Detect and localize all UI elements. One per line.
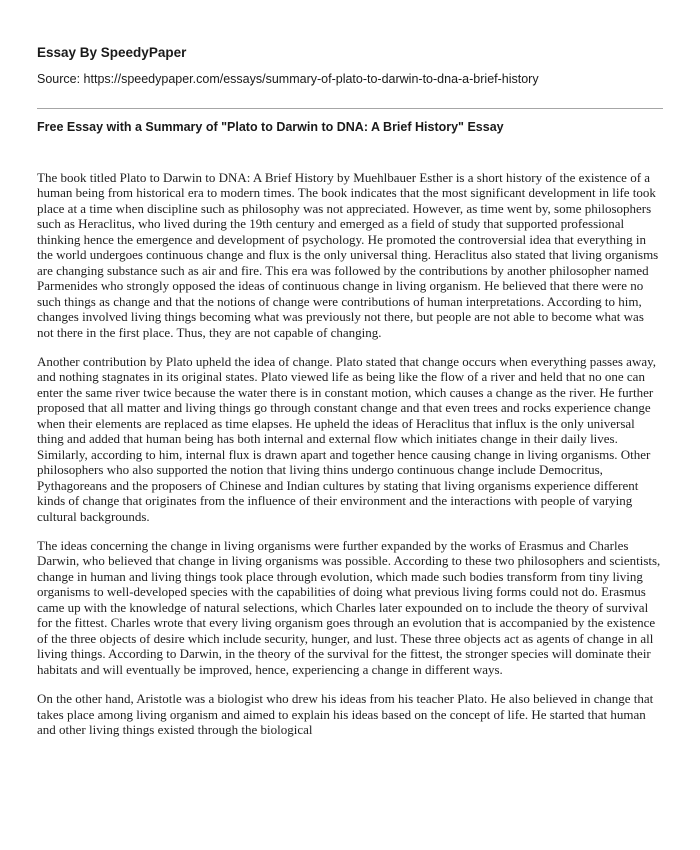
paragraph-4: On the other hand, Aristotle was a biologist who drew his ideas from his teacher Plato. He also believed in change that takes place among living organism and aimed to explain his ideas based on the concept of life. He started that human and other living things existed through the biological [37,691,654,737]
paragraph-3: The ideas concerning the change in living organisms were further expanded by the works of Erasmus and Charles Darwin, who believed that change in living organisms was possible. According to these two philosophers and scientists, change in human and living things took place through evolution, which made such bodies transform from tiny living organisms to well-developed species with the capabilities of doing what previous living forms could not do. Erasmus came up with the knowledge of natural selections, which Charles later expounded on to include the theory of survival for the fittest. Charles wrote that every living organism goes through an evolution that is accompanied by the existence of the three objects of desire which include security, hunger, and lust. These three objects act as agents of change in all living things. According to Darwin, in the theory of the survival for the fittest, the stronger species will dominate their habitats and will eventually be improved, hence, experiencing a change in different ways. [37,537,661,677]
essay-title: Free Essay with a Summary of "Plato to Darwin to DNA: A Brief History" Essay [37,120,504,134]
essay-body [37,170,663,751]
source-line: Source: https://speedypaper.com/essays/summary-of-plato-to-darwin-to-dna-a-brief-history [37,72,539,86]
paragraph-2: Another contribution by Plato upheld the idea of change. Plato stated that change occurs when everything passes away, and nothing stagnates in its original states. Plato viewed life as being like the flow of a river and held that no one can enter the same river twice because the water there is in constant motion, which causes a change as the river. He further proposed that all matter and living things go through constant change and that even trees and rocks experience change when their elements are replaced as time elapses. He upheld the ideas of Heraclitus that influx is the only universal thing and added that human being has both internal and external flow which initiates change in their daily lives. Similarly, according to him, internal flux is drawn apart and together hence causing change in living organisms. Other philosophers who also supported the notion that living thins undergo continuous change include Democritus, Pythagoreans and the proposers of Chinese and Indian cultures by stating that living organisms experience different kinds of change that originates from the influence of their environment and the interactions with people of varying cultural backgrounds. [37,353,657,524]
brand-heading: Essay By SpeedyPaper [37,45,187,60]
paragraph-1: The book titled Plato to Darwin to DNA: A Brief History by Muehlbauer Esther is a short history of the existence of a human being from historical era to modern times. The book indicates that the most significant development in life took place at a time when discipline such as philosophy was not appreciated. However, as time went by, some philosophers such as Heraclitus, who lived during the 19th century and emerged as a field of study that supported professional thinking hence the emergence and development of psychology. He promoted the controversial idea that everything in the world undergoes continuous change and flux is the only universal thing. Heraclitus also stated that living organisms are changing substance such as air and fire. This era was followed by the contributions by another philosopher named Parmenides who strongly opposed the ideas of continuous change in living organism. He believed that there were no such things as change and that the notions of change were contributions of human interpretations. According to him, changes involved living things becoming what was previously not there, but people are not able to become what was not there in the first place. Thus, they are not capable of changing. [37,170,659,340]
divider [37,108,663,109]
